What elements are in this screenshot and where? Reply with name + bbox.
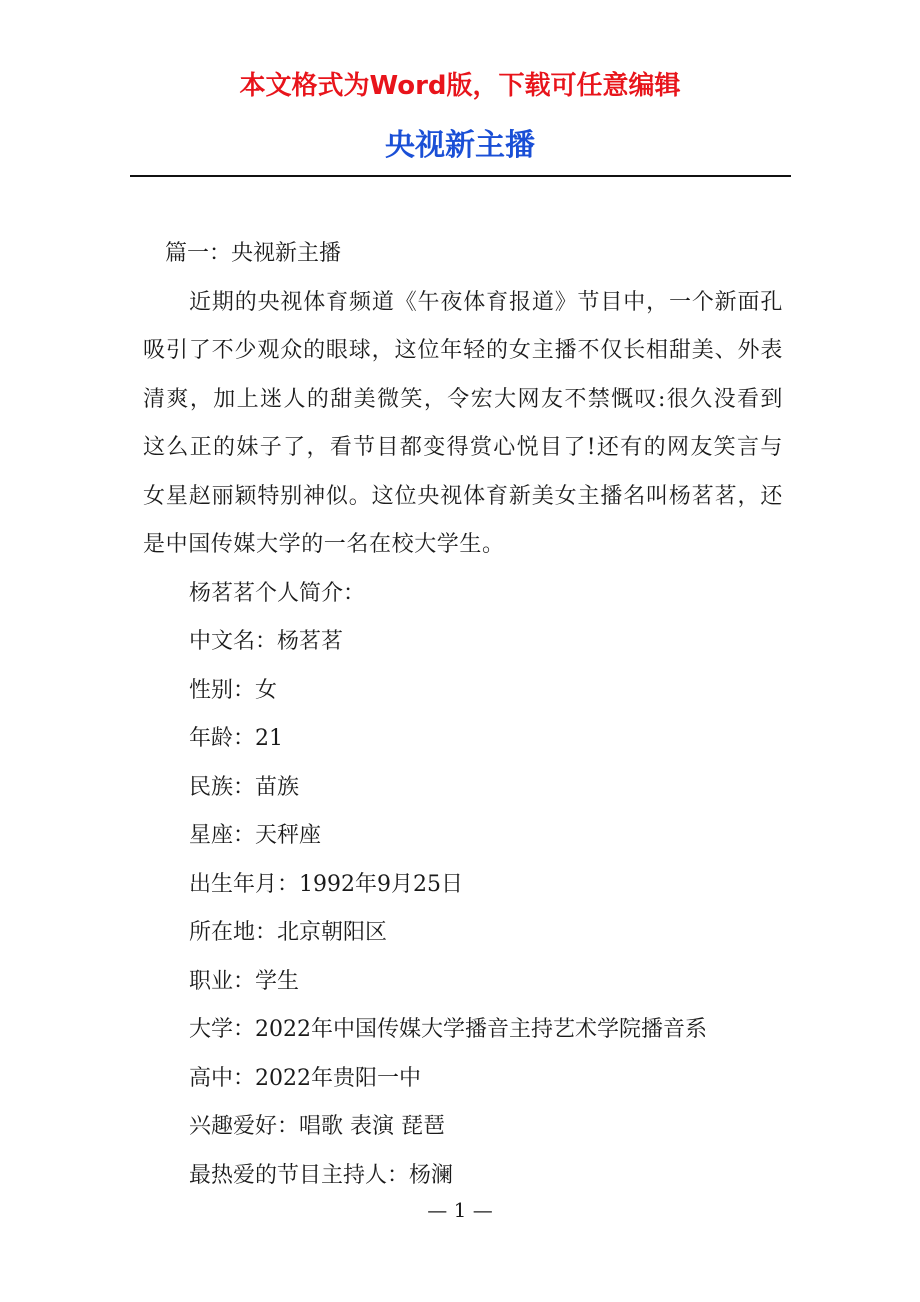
profile-heading: 杨茗茗个人简介： [189,580,366,606]
intro-paragraph: 近期的央视体育频道《午夜体育报道》节目中，一个新面孔吸引了不少观众的眼球，这位年轻的女主播不仅长相甜美、外表清爽，加上迷人的甜美微笑，令宏大网友不禁慨叹:很久没看到这么正的妹子了，看节目都变得赏心悦目了!还有的网友笑言与女星赵丽颖特别神似。这位央视体育新美女主播名叫杨茗茗，还是中国传媒大学的一名在校大学生。 [143,289,783,557]
profile-item-age: 年龄：21 [189,726,283,751]
profile-item-university: 大学：2022年中国传媒大学播音主持艺术学院播音系 [189,1017,707,1042]
profile-item-hobbies: 兴趣爱好：唱歌 表演 琵琶 [189,1114,445,1139]
profile-item-location: 所在地：北京朝阳区 [189,920,388,945]
title-divider [130,175,791,177]
document-title: 央视新主播 [385,128,535,163]
page-number: — 1 — [427,1198,493,1222]
document-body [143,230,783,1200]
profile-item-occupation: 职业：学生 [189,968,300,994]
profile-item-high-school: 高中：2022年贵阳一中 [189,1065,421,1091]
profile-list [143,618,783,1200]
profile-item-name: 中文名：杨茗茗 [189,629,344,654]
section-heading: 篇一：央视新主播 [165,241,342,266]
download-notice: 本文格式为Word版，下载可任意编辑 [239,71,681,101]
profile-item-zodiac: 星座：天秤座 [189,823,322,848]
profile-item-favorite-host: 最热爱的节目主持人：杨澜 [189,1162,454,1188]
profile-item-ethnicity: 民族：苗族 [189,774,300,800]
profile-item-birthdate: 出生年月：1992年9月25日 [189,871,463,897]
profile-item-gender: 性别：女 [189,677,278,703]
